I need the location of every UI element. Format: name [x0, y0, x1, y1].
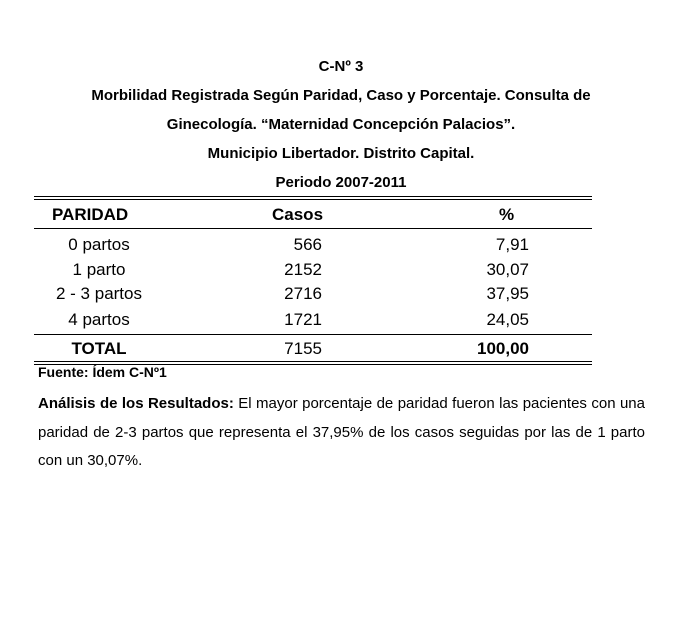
row-paridad: 0 partos [68, 235, 130, 254]
title-line-institution: Ginecología. “Maternidad Concepción Palacios”. [166, 116, 516, 133]
row-casos: 2716 [284, 284, 322, 303]
title-line-location: Municipio Libertador. Distrito Capital. [207, 145, 475, 162]
total-porcentaje: 100,00 [477, 339, 529, 358]
header-porcentaje: % [499, 205, 515, 224]
source-note: Fuente: Ídem C-Nº1 [38, 364, 167, 380]
row-casos: 566 [293, 235, 322, 254]
row-paridad: 2 - 3 partos [56, 284, 142, 303]
total-label: TOTAL [71, 339, 127, 358]
header-casos: Casos [272, 205, 324, 224]
row-paridad: 1 parto [72, 260, 126, 279]
analysis-text: El mayor porcentaje de paridad fueron las pacientes con una paridad de 2-3 partos que representa el 37,95% de los casos seguidas por las de 1 parto con un 30,07%. [38, 395, 645, 469]
row-porcentaje: 24,05 [486, 310, 529, 329]
title-line-number: C-Nº 3 [318, 58, 364, 75]
row-porcentaje: 37,95 [486, 284, 529, 303]
table-title [0, 52, 682, 197]
title-line-description: Morbilidad Registrada Según Paridad, Caso y Porcentaje. Consulta de [91, 87, 591, 104]
row-porcentaje: 7,91 [495, 235, 529, 254]
row-casos: 1721 [284, 310, 322, 329]
total-rule [34, 334, 592, 335]
row-casos: 2152 [284, 260, 322, 279]
table-top-rule [34, 196, 592, 200]
row-paridad: 4 partos [68, 310, 130, 329]
header-paridad: PARIDAD [52, 205, 129, 224]
title-line-period: Periodo 2007-2011 [275, 174, 407, 191]
header-rule [34, 228, 592, 229]
analysis-label: Análisis de los Resultados: [38, 395, 234, 412]
total-casos: 7155 [284, 339, 322, 358]
analysis-paragraph [38, 390, 645, 476]
row-porcentaje: 30,07 [486, 260, 529, 279]
